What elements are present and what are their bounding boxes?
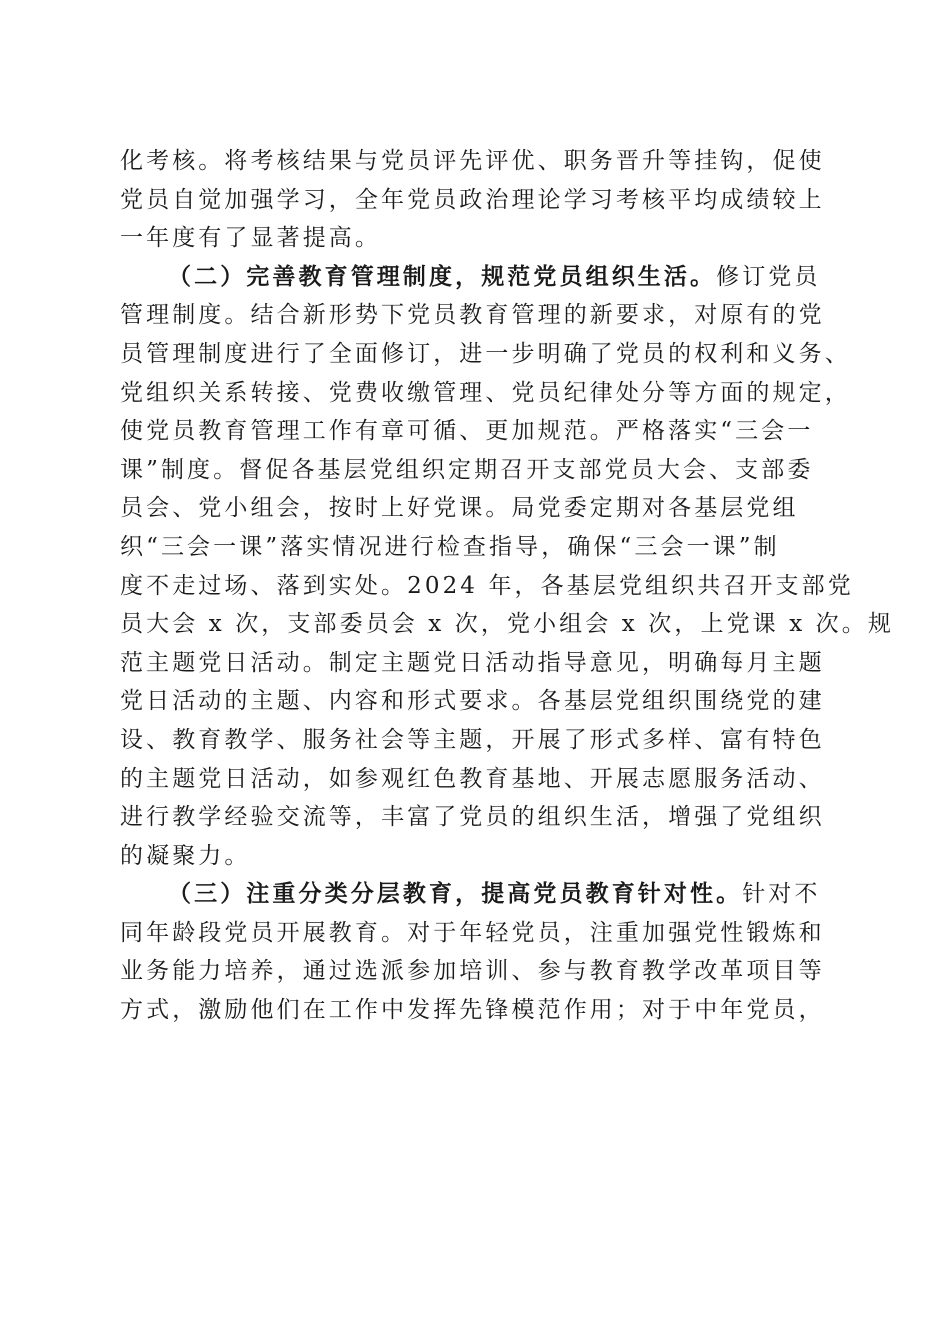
text-line: 的主题党日活动，如参观红色教育基地、开展志愿服务活动、 [120, 765, 825, 792]
section-heading: （二）完善教育管理制度，规范党员组织生活。 [168, 262, 717, 290]
text-line: 化考核。将考核结果与党员评先评优、职务晋升等挂钩，促使 [120, 148, 825, 174]
text-line: 课”制度。督促各基层党组织定期召开支部党员大会、支部委 [120, 456, 814, 483]
text-line: 一年度有了显著提高。 [120, 225, 381, 252]
text-line: 范主题党日活动。制定主题党日活动指导意见，明确每月主题 [120, 649, 825, 676]
text-line: 设、教育教学、服务社会等主题，开展了形式多样、富有特色 [120, 726, 825, 753]
paragraph-first-line [120, 875, 840, 914]
paragraph-first-line [120, 258, 840, 297]
text-line: 的凝聚力。 [120, 842, 251, 869]
text-line: 使党员教育管理工作有章可循、更加规范。严格落实“三会一 [120, 418, 814, 445]
text-line: 党员自觉加强学习，全年党员政治理论学习考核平均成绩较上 [120, 186, 825, 213]
text-line: 党日活动的主题、内容和形式要求。各基层党组织围绕党的建 [120, 688, 825, 715]
text-line: 织“三会一课”落实情况进行检查指导，确保“三会一课”制 [120, 533, 780, 560]
text-line: 同年龄段党员开展教育。对于年轻党员，注重加强党性锻炼和 [120, 919, 825, 946]
text-line: 员会、党小组会，按时上好党课。局党委定期对各基层党组 [120, 495, 799, 522]
text-line: 员管理制度进行了全面修订，进一步明确了党员的权利和义务、 [120, 340, 851, 367]
text-line: 党组织关系转接、党费收缴管理、党员纪律处分等方面的规定， [120, 379, 851, 406]
text-line: 进行教学经验交流等，丰富了党员的组织生活，增强了党组织 [120, 804, 825, 831]
text-line: 员大会 x 次，支部委员会 x 次，党小组会 x 次，上党课 x 次。规 [120, 611, 894, 638]
text-line: 业务能力培养，通过选派参加培训、参与教育教学改革项目等 [120, 958, 825, 985]
text-line: 方式，激励他们在工作中发挥先锋模范作用；对于中年党员， [120, 997, 825, 1024]
body-text [120, 142, 894, 1030]
text-run: 修订党员 [716, 263, 821, 290]
text-run: 针对不 [742, 881, 821, 908]
text-line: 管理制度。结合新形势下党员教育管理的新要求，对原有的党 [120, 302, 825, 329]
section-heading: （三）注重分类分层教育，提高党员教育针对性。 [168, 880, 743, 908]
text-line: 度不走过场、落到实处。2024 年，各基层党组织共召开支部党 [120, 572, 854, 599]
